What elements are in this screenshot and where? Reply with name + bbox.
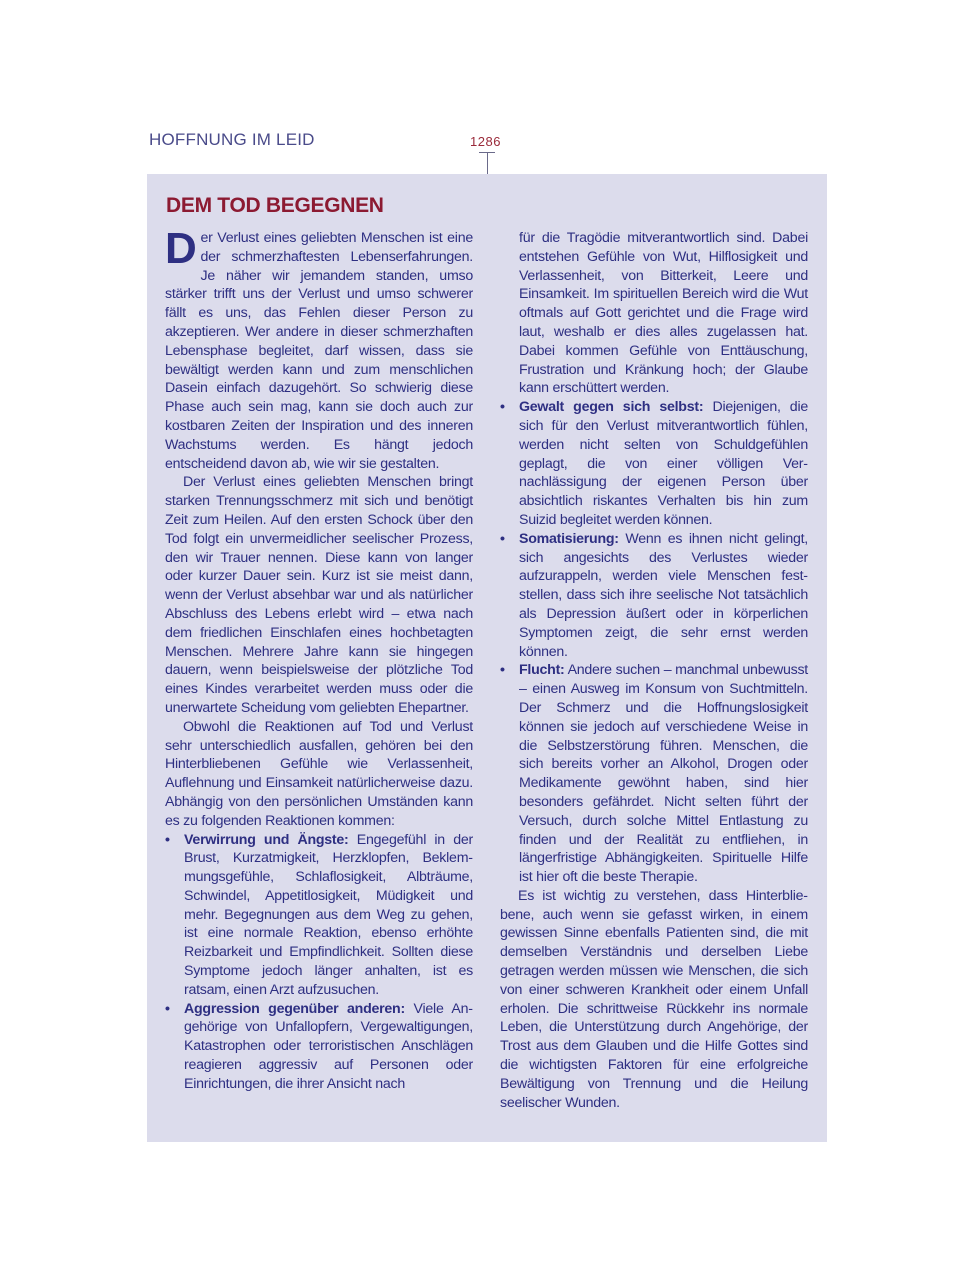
bullet-icon: • <box>500 530 505 547</box>
page-marker-stem <box>487 152 488 174</box>
bullet-lead: Verwirrung und Ängste: <box>184 831 349 848</box>
bullet-item <box>165 1000 473 1094</box>
page-number: 1286 <box>470 134 501 149</box>
bullet-icon: • <box>500 662 505 679</box>
article-title: DEM TOD BEGEGNEN <box>166 194 384 217</box>
intro-text: er Verlust eines geliebten Menschen ist eine der schmerzhaftesten Lebenserfahrungen. Je näher wir jemandem standen, umso stärker trifft uns der Verlust und umso schwerer fällt es uns, das Fehlen dieser Person zu akzeptieren. Wer andere in dieser schmerzhaften Lebensphase begleitet, darf wissen, dass sie bewältigt werden kann und zum menschlichen Dasein einfach dazugehört. So schwierig diese Phase auch sein mag, kann sie doch auch zur kostbaren Zeiten der Inspiration und des inneren Wachstums werden. Es hängt jedoch entscheidend davon ab, wie wir sie gestalten. <box>165 230 473 472</box>
paragraph-2: Der Verlust eines geliebten Menschen bringt starken Trennungsschmerz mit sich und benötigt Zeit zum Heilen. Auf den ersten Schock über den Tod folgt ein unvermeidlicher seelischer Prozess, den wir Trauer nennen. Diese kann von langer oder kurzer Dauer sein. Kurz ist sie meist dann, wenn der Verlust absehbar war und als natürlicher Abschluss des Lebens erlebt wird – etwa nach dem friedlichen Einschlafen eines hochbetagten Menschen. Mehrere Jahre kann sie hingegen dauern, wenn beispielsweise der plötzliche Tod eines Kindes verarbeitet werden muss oder die unerwartete Scheidung vom geliebten Ehepartner. <box>165 474 473 716</box>
bullet-text: Viele Angehörige von Unfallopfern, Vergewaltigungen, Katastrophen oder terroristischen Anschlägen reagieren aggressiv auf Personen oder Einrichtungen, die ihrer Ansicht nach <box>184 1000 474 1092</box>
bullet-item <box>500 661 808 887</box>
bullet-icon: • <box>165 831 170 848</box>
bullet-icon: • <box>500 399 505 416</box>
running-head: HOFFNUNG IM LEID <box>149 130 315 149</box>
paragraph-3: Obwohl die Reaktionen auf Tod und Verlust sehr unterschiedlich ausfallen, gehören bei den Hinterbliebenen Gefühle wie Verlassenheit, Auflehnung und Einsamkeit natürlicherweise dazu. Abhängig von den persönlichen Umständen kann es zu folgenden Reaktionen kommen: <box>165 718 473 829</box>
bullet-text: Andere suchen – manchmal unbewusst – einen Ausweg im Konsum von Suchtmitteln. Der Schmerz und die Hoffnungslosigkeit können sie jedoch auf verschiedene Weise in die Selbstzerstörung führen. Menschen, die sich bereits vorher an Alkohol, Drogen oder Medikamente gewöhnt haben, sind hier besonders gefährdet. Nicht selten führt der Versuch, durch solche Mittel Entlastung zu finden und der Realität zu entfliehen, in längerfristige Abhängigkeiten. Spirituelle Hilfe ist hier oft die beste Therapie. <box>519 662 808 886</box>
bullet-item <box>165 831 473 1000</box>
bullet-item <box>500 530 808 662</box>
paragraph-final: Es ist wichtig zu verstehen, dass Hinterbliebene, auch wenn sie gefasst wirken, in einem gewissen Sinne ebenfalls Patienten sind, die mit demselben Verständnis und derselben Liebe getragen werden müssen wie Menschen, die sich von einer schweren Krankheit oder einem Unfall erholen. Die schrittweise Rückkehr ins normale Leben, die Unterstützung durch Angehörige, der Trost aus dem Glauben und die Hilfe Gottes sind die wichtigsten Faktoren für eine erfolgreiche Bewältigung von Trennung und die Heilung seelischer Wunden. <box>500 887 808 1111</box>
bullet-text: Diejenigen, die sich für den Verlust mitverantwortlich fühlen, werden nicht selten von Schuldgefühlen geplagt, die von einer völligen Vernachlässigung der eigenen Person über absichtlich riskantes Verhalten bis hin zum Suizid begleitet werden können. <box>519 399 808 528</box>
bullet-text: Engegefühl in der Brust, Kurzatmigkeit, Herzklopfen, Beklemmungsgefühle, Schlaflosigkeit, Albträume, Schwindel, Appetitlosigkeit, Müdigkeit und mehr. Begegnungen aus dem Weg zu gehen, ist eine normale Reaktion, ebenso erhöhte Reizbarkeit und Empfindlichkeit. Sollten diese Symptome jedoch länger anhalten, ist es ratsam, einen Arzt aufzusuchen. <box>184 831 473 998</box>
bullet-lead: Gewalt gegen sich selbst: <box>519 399 704 416</box>
bullet-lead: Aggression gegenüber anderen: <box>184 1000 405 1017</box>
right-column <box>500 229 808 1112</box>
drop-cap: D <box>165 224 197 273</box>
bullet-icon: • <box>165 1000 170 1017</box>
bullet-continuation: für die Tragödie mitverantwortlich sind. Dabei entstehen Gefühle von Wut, Hilflosigkeit und Verlassenheit, von Bitterkeit, Leere und Einsamkeit. Im spirituellen Bereich wird die Wut oftmals auf Gott gerichtet und die Frage wird laut, weshalb er dies alles zugelassen hat. Dabei kommen Gefühle von Enttäuschung, Frustration und Kränkung hoch; der Glaube kann erschüttert werden. <box>519 230 808 397</box>
bullet-lead: Flucht: <box>519 662 565 679</box>
bullet-lead: Somatisierung: <box>519 530 619 547</box>
bullet-text: Wenn es ihnen nicht gelingt, sich angesichts des Verlustes wieder aufzurappeln, werden viele Menschen feststellen, dass sich ihre seelische Not tatsächlich als Depression äußert oder in körperlichen Symptomen zeigt, die sehr ernst werden können. <box>519 530 808 660</box>
left-column <box>165 224 474 1094</box>
bullet-item <box>500 398 808 530</box>
paragraph-intro <box>165 224 473 473</box>
